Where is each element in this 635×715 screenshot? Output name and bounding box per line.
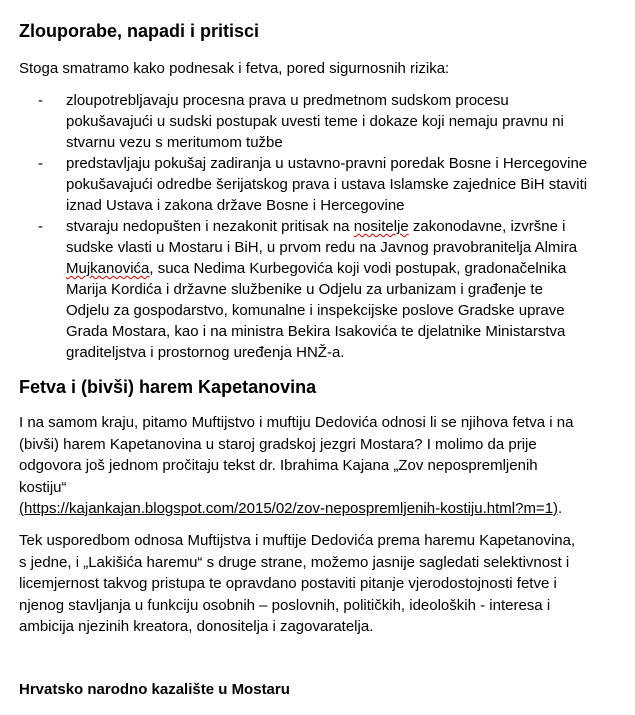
spellcheck-word: nositelje bbox=[353, 218, 409, 235]
bullet-dash: - bbox=[38, 92, 43, 109]
section-heading-theatre: Hrvatsko narodno kazalište u Mostaru bbox=[19, 681, 290, 698]
section-heading-abuses: Zlouporabe, napadi i pritisci bbox=[19, 21, 260, 41]
intro-paragraph: Stoga smatramo kako podnesak i fetva, pored sigurnosnih rizika: bbox=[19, 60, 450, 77]
bullet-dash: - bbox=[38, 218, 43, 235]
paragraph-comparison: Tek usporedbom odnosa Muftijstva i muftije Dedovića prema haremu Kapetanovina, s jedne, i „Lakišića haremu“ s druge strane, možemo jasnije sagledati selektivnost i licemjernost takvog pristupa te opravdano postaviti pitanje vjerodostojnosti fetve i njenog stavljanja u funkciju osobnih – poslovnih, političkih, ideoloških - interesa i ambicija njezinih kreatora, donositelja i zagovaratelja. bbox=[19, 532, 576, 635]
spellcheck-word: Mujkanovića bbox=[66, 260, 150, 277]
bullet-dash: - bbox=[38, 155, 43, 172]
blog-link[interactable]: (https://kajankajan.blogspot.com/2015/02/zov-nepospremljenih-kostiju.html?m=1) bbox=[19, 500, 559, 517]
list-item-text: stvaraju nedopušten i nezakonit pritisak na nositelje zakonodavne, izvršne i sudske vlasti u Mostaru i BiH, u prvom redu na Javnog pravobranitelja Almira Mujkanovića, suca Nedima Kurbegovića koji vodi postupak, gradonačelnika Marija Kordića i državne službenike u Odjelu za urbanizam i građenje te Odjelu za gospodarstvo, komunalne i inspekcijske poslove Gradske uprave Grada Mostara, kao i na ministra Bekira Isakovića te djelatnike Ministarstva graditeljstva i prostornog uređenja HNŽ-a. bbox=[66, 218, 578, 361]
paragraph-fetva-question: I na samom kraju, pitamo Muftijstvo i muftiju Dedovića odnosi li se njihova fetva i na (bivši) harem Kapetanovina u staroj gradskoj jezgri Mostara? I molimo da prije odgovora još jednom pročitaju tekst dr. Ibrahima Kajana „Zov nepospremljenih kostiju“ (https://kajankajan.blogspot.com/2015/02/zov-nepospremljenih-kostiju.html?m=1). bbox=[19, 414, 574, 517]
list-item-text: predstavljaju pokušaj zadiranja u ustavno-pravni poredak Bosne i Hercegovine pokušavajući odredbe šerijatskog prava i ustava Islamske zajednice BiH staviti iznad Ustava i zakona države Bosne i Hercegovine bbox=[66, 155, 588, 214]
list-item-text: zloupotrebljavaju procesna prava u predmetnom sudskom procesu pokušavajući u sudski postupak uvesti teme i dokaze koji nemaju pravnu ni stvarnu vezu s meritumom tužbe bbox=[66, 92, 564, 151]
section-heading-fetva: Fetva i (bivši) harem Kapetanovina bbox=[19, 377, 317, 397]
